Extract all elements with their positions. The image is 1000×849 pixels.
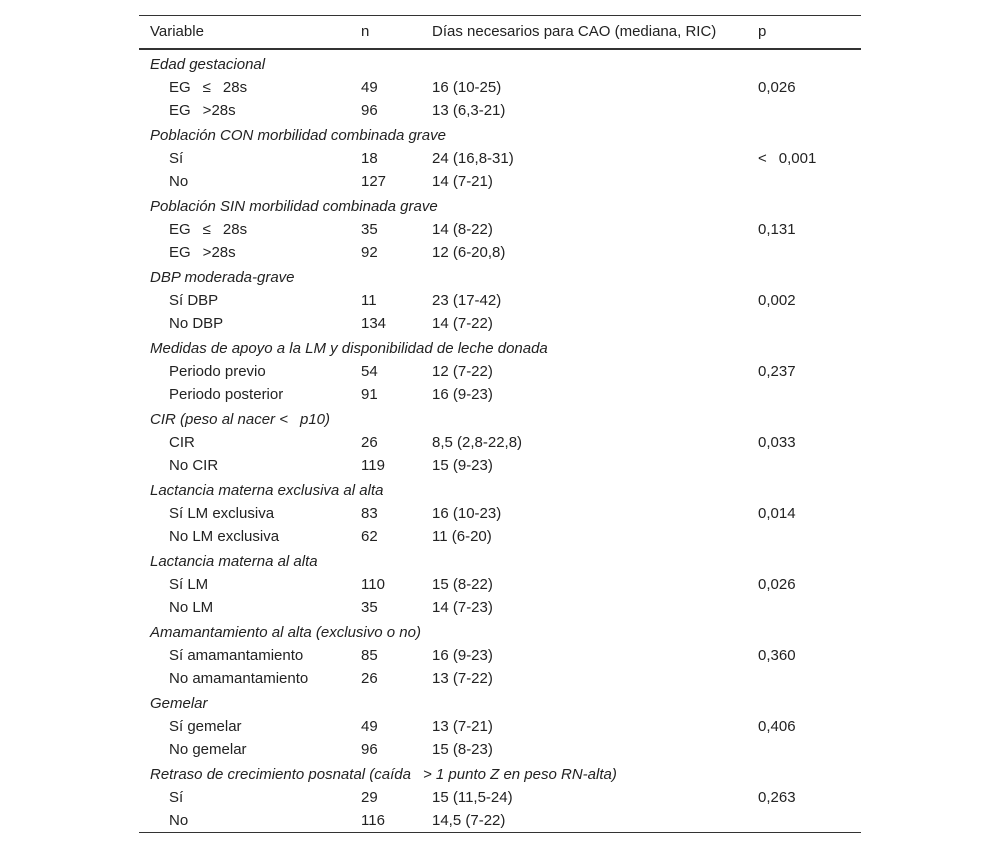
header-n: n — [361, 23, 370, 40]
table-row — [139, 147, 861, 170]
cell-n: 96 — [361, 102, 378, 119]
cell-n: 134 — [361, 315, 387, 332]
cell-dias: 12 (6-20,8) — [432, 244, 506, 261]
cell-p: 0,026 — [758, 79, 796, 96]
header-variable: Variable — [150, 23, 204, 40]
cell-p: 0,014 — [758, 505, 796, 522]
cell-dias: 15 (8-23) — [432, 741, 493, 758]
cell-n: 116 — [361, 812, 385, 829]
table-row — [139, 809, 861, 832]
table-row — [139, 170, 861, 193]
cell-p: 0,406 — [758, 718, 796, 735]
cell-label: No CIR — [169, 457, 219, 474]
cell-dias: 13 (7-21) — [432, 718, 493, 735]
cell-dias: 14,5 (7-22) — [432, 812, 506, 829]
cell-label: Sí DBP — [169, 292, 219, 309]
cell-label: Sí LM — [169, 576, 209, 593]
group-title-row — [139, 266, 861, 289]
group-title: Amamantamiento al alta (exclusivo o no) — [150, 624, 421, 641]
group-title: CIR (peso al nacer < p10) — [150, 411, 331, 428]
table-row — [139, 738, 861, 761]
table-row — [139, 667, 861, 690]
group-title: Lactancia materna al alta — [150, 553, 318, 570]
table-row — [139, 312, 861, 335]
table-row — [139, 383, 861, 406]
cell-p: 0,026 — [758, 576, 796, 593]
cell-label: EG >28s — [169, 244, 236, 261]
group-title: Lactancia materna exclusiva al alta — [150, 482, 384, 499]
cell-label: No LM — [169, 599, 214, 616]
group-title-row — [139, 763, 861, 786]
cell-n: 49 — [361, 718, 378, 735]
table-row — [139, 431, 861, 454]
cell-n: 92 — [361, 244, 378, 261]
cell-dias: 16 (9-23) — [432, 386, 493, 403]
header-dias: Días necesarios para CAO (mediana, RIC) — [432, 23, 717, 40]
cell-n: 11 — [361, 292, 377, 309]
cell-dias: 14 (8-22) — [432, 221, 493, 238]
table-header — [139, 15, 861, 50]
table-row — [139, 596, 861, 619]
group-title: Población CON morbilidad combinada grave — [150, 127, 446, 144]
cell-label: Periodo previo — [169, 363, 266, 380]
group-title: Retraso de crecimiento posnatal (caída > 1 punto Z en peso RN-alta) — [150, 766, 617, 783]
group-title-row — [139, 195, 861, 218]
table-bottom-rule — [139, 832, 861, 833]
cell-n: 91 — [361, 386, 378, 403]
cell-n: 54 — [361, 363, 378, 380]
cell-p: < 0,001 — [758, 150, 817, 167]
cell-dias: 15 (11,5-24) — [432, 789, 513, 806]
cell-dias: 23 (17-42) — [432, 292, 502, 309]
cell-label: EG ≤ 28s — [169, 79, 248, 96]
cell-n: 35 — [361, 599, 378, 616]
cell-dias: 15 (9-23) — [432, 457, 493, 474]
cell-label: Periodo posterior — [169, 386, 284, 403]
cell-label: CIR — [169, 434, 195, 451]
group-title: Población SIN morbilidad combinada grave — [150, 198, 438, 215]
group-title-row — [139, 621, 861, 644]
table-row — [139, 454, 861, 477]
cell-label: No amamantamiento — [169, 670, 309, 687]
cell-p: 0,237 — [758, 363, 796, 380]
cell-dias: 14 (7-21) — [432, 173, 493, 190]
cell-label: Sí — [169, 150, 184, 167]
group-title-row — [139, 479, 861, 502]
cell-label: Sí LM exclusiva — [169, 505, 275, 522]
cell-label: No — [169, 812, 189, 829]
cell-p: 0,002 — [758, 292, 796, 309]
header-p: p — [758, 23, 767, 40]
cell-n: 85 — [361, 647, 378, 664]
cell-n: 26 — [361, 434, 378, 451]
table-row — [139, 573, 861, 596]
cell-dias: 14 (7-23) — [432, 599, 493, 616]
results-table — [139, 15, 861, 832]
cell-n: 127 — [361, 173, 387, 190]
cell-dias: 24 (16,8-31) — [432, 150, 514, 167]
cell-p: 0,131 — [758, 221, 796, 238]
group-title-row — [139, 124, 861, 147]
cell-n: 96 — [361, 741, 378, 758]
cell-n: 49 — [361, 79, 378, 96]
group-title-row — [139, 408, 861, 431]
cell-n: 18 — [361, 150, 378, 167]
cell-n: 29 — [361, 789, 378, 806]
cell-label: No — [169, 173, 189, 190]
cell-label: No DBP — [169, 315, 224, 332]
group-title-row — [139, 692, 861, 715]
cell-n: 62 — [361, 528, 378, 545]
cell-dias: 12 (7-22) — [432, 363, 493, 380]
cell-label: Sí gemelar — [169, 718, 242, 735]
cell-label: Sí amamantamiento — [169, 647, 304, 664]
cell-dias: 16 (10-25) — [432, 79, 502, 96]
table-body — [139, 53, 861, 832]
cell-n: 26 — [361, 670, 378, 687]
table-row — [139, 241, 861, 264]
table-row — [139, 525, 861, 548]
group-title: Medidas de apoyo a la LM y disponibilidad de leche donada — [150, 340, 548, 357]
cell-dias: 16 (10-23) — [432, 505, 502, 522]
table-row — [139, 218, 861, 241]
cell-dias: 15 (8-22) — [432, 576, 493, 593]
group-title: DBP moderada-grave — [150, 269, 295, 286]
table-row — [139, 76, 861, 99]
cell-n: 110 — [361, 576, 385, 593]
cell-p: 0,263 — [758, 789, 796, 806]
cell-p: 0,360 — [758, 647, 796, 664]
cell-n: 35 — [361, 221, 378, 238]
group-title-row — [139, 337, 861, 360]
table-row — [139, 786, 861, 809]
cell-label: EG ≤ 28s — [169, 221, 248, 238]
group-title-row — [139, 53, 861, 76]
cell-dias: 16 (9-23) — [432, 647, 493, 664]
cell-label: EG >28s — [169, 102, 236, 119]
cell-dias: 13 (6,3-21) — [432, 102, 506, 119]
cell-dias: 14 (7-22) — [432, 315, 493, 332]
cell-label: No gemelar — [169, 741, 247, 758]
table-row — [139, 360, 861, 383]
table-row — [139, 99, 861, 122]
table-row — [139, 644, 861, 667]
cell-dias: 8,5 (2,8-22,8) — [432, 434, 523, 451]
group-title: Edad gestacional — [150, 56, 266, 73]
cell-dias: 13 (7-22) — [432, 670, 493, 687]
table-row — [139, 289, 861, 312]
cell-label: No LM exclusiva — [169, 528, 280, 545]
cell-p: 0,033 — [758, 434, 796, 451]
cell-n: 119 — [361, 457, 385, 474]
cell-dias: 11 (6-20) — [432, 528, 492, 545]
group-title-row — [139, 550, 861, 573]
table-row — [139, 502, 861, 525]
group-title: Gemelar — [150, 695, 208, 712]
cell-n: 83 — [361, 505, 378, 522]
table-row — [139, 715, 861, 738]
cell-label: Sí — [169, 789, 184, 806]
